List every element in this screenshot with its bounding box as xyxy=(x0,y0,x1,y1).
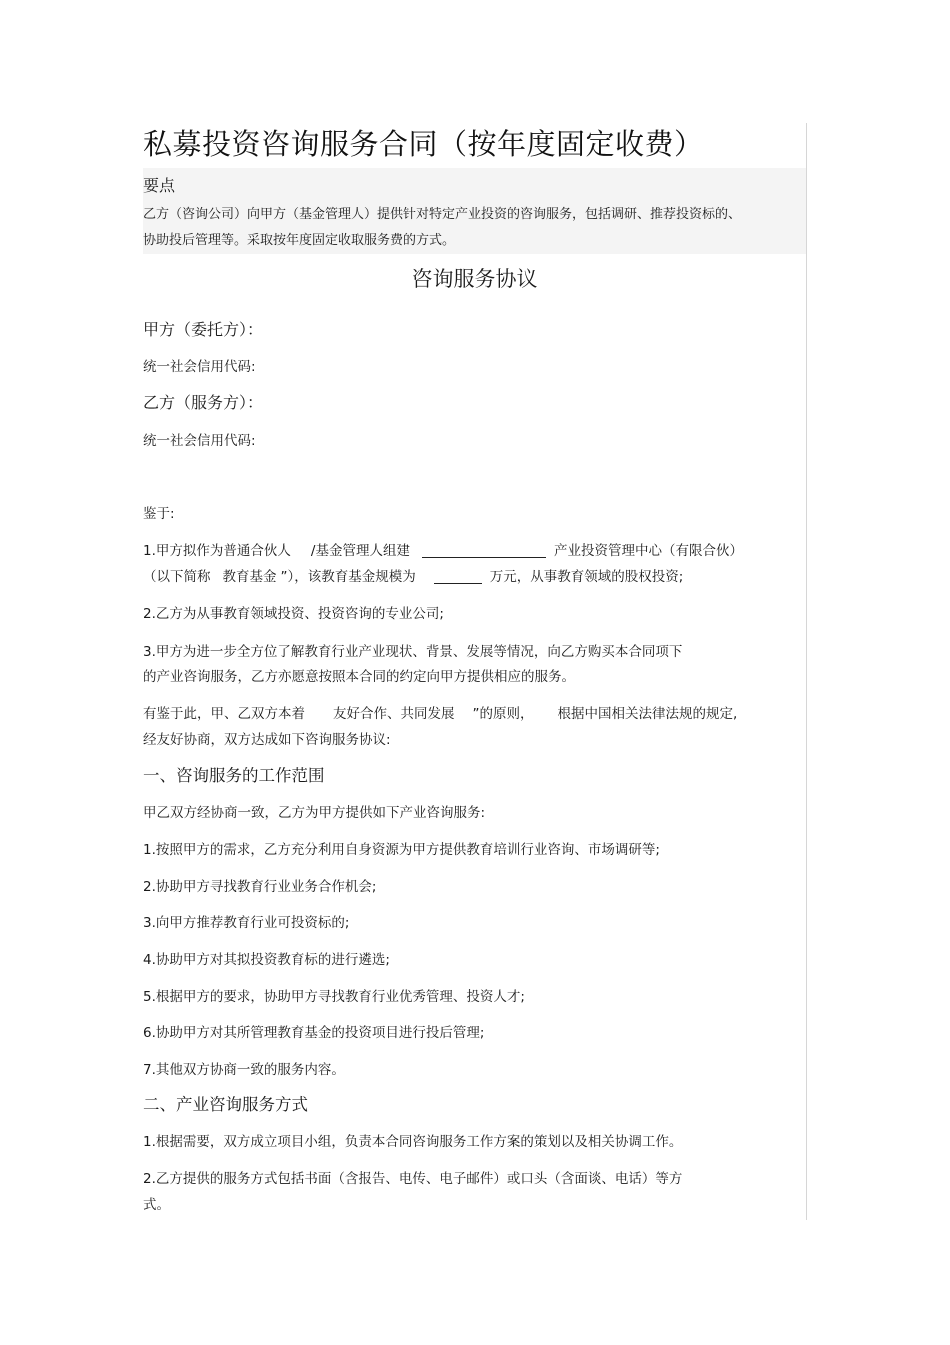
summary-box xyxy=(143,168,806,254)
scope-item: 4.协助甲方对其拟投资教育标的进行遴选; xyxy=(143,952,390,968)
fund-name-blank xyxy=(422,543,546,558)
page-edge-rule xyxy=(806,123,807,1220)
whereas-label: 鉴于: xyxy=(143,506,175,522)
contract-title: 私募投资咨询服务合同（按年度固定收费） xyxy=(143,127,704,161)
p1-part-c: ”的原则， xyxy=(472,706,534,722)
whereas-item-1-line-2 xyxy=(143,565,683,585)
scope-item: 5.根据甲方的要求，协助甲方寻找教育行业优秀管理、投资人才; xyxy=(143,989,525,1005)
w1-part-b: /基金管理人组建 xyxy=(310,543,410,559)
party-a-label: 甲方（委托方）： xyxy=(143,320,264,339)
preamble-line-2: 经友好协商，双方达成如下咨询服务协议: xyxy=(143,732,391,748)
preamble-line-1 xyxy=(143,702,737,722)
scope-item: 2.协助甲方寻找教育行业业务合作机会; xyxy=(143,879,377,895)
scope-item: 7.其他双方协商一致的服务内容。 xyxy=(143,1062,345,1078)
whereas-item-1-line-1 xyxy=(143,539,743,559)
service-method-item-2-line-1: 2.乙方提供的服务方式包括书面（含报告、电传、电子邮件）或口头（含面谈、电话）等方 xyxy=(143,1171,683,1187)
w1-part-g: 万元，从事教育领域的股权投资; xyxy=(489,569,684,585)
scope-item: 3.向甲方推荐教育行业可投资标的; xyxy=(143,915,350,931)
p1-part-a: 有鉴于此，甲、乙双方本着 xyxy=(143,706,305,722)
w1-part-f: ”），该教育基金规模为 xyxy=(280,569,416,585)
credit-code-b: 统一社会信用代码: xyxy=(143,433,256,449)
scope-item: 6.协助甲方对其所管理教育基金的投资项目进行投后管理; xyxy=(143,1025,485,1041)
section-1-intro: 甲乙双方经协商一致，乙方为甲方提供如下产业咨询服务: xyxy=(143,805,486,821)
p1-part-d: 根据中国相关法律法规的规定, xyxy=(557,706,738,722)
credit-code-a: 统一社会信用代码: xyxy=(143,359,256,375)
service-method-item-2-line-2: 式。 xyxy=(143,1197,170,1213)
whereas-item-2: 2.乙方为从事教育领域投资、投资咨询的专业公司; xyxy=(143,606,444,622)
whereas-item-3-line-2: 的产业咨询服务，乙方亦愿意按照本合同的约定向甲方提供相应的服务。 xyxy=(143,669,575,685)
p1-part-b: 友好合作、共同发展 xyxy=(333,706,455,722)
party-b-label: 乙方（服务方）： xyxy=(143,393,264,412)
agreement-title: 咨询服务协议 xyxy=(411,267,538,291)
w1-part-e: 教育基金 xyxy=(222,569,277,585)
w1-part-c: 产业投资管理中心（有限合伙） xyxy=(553,543,743,559)
summary-heading: 要点 xyxy=(143,176,176,195)
whereas-item-3-line-1: 3.甲方为进一步全方位了解教育行业产业现状、背景、发展等情况，向乙方购买本合同项下 xyxy=(143,644,683,660)
section-1-title: 一、咨询服务的工作范围 xyxy=(143,766,325,785)
summary-text: 乙方（咨询公司）向甲方（基金管理人）提供针对特定产业投资的咨询服务，包括调研、推荐投资标的、协助投后管理等。采取按年度固定收取服务费的方式。 xyxy=(143,207,742,248)
service-method-item-1: 1.根据需要，双方成立项目小组，负责本合同咨询服务工作方案的策划以及相关协调工作。 xyxy=(143,1134,683,1150)
w1-part-a: 1.甲方拟作为普通合伙人 xyxy=(143,543,291,559)
scope-item: 1.按照甲方的需求，乙方充分利用自身资源为甲方提供教育培训行业咨询、市场调研等; xyxy=(143,842,660,858)
fund-size-blank xyxy=(434,569,482,584)
w1-part-d: （以下简称 xyxy=(143,569,211,585)
section-2-title: 二、产业咨询服务方式 xyxy=(143,1095,308,1114)
